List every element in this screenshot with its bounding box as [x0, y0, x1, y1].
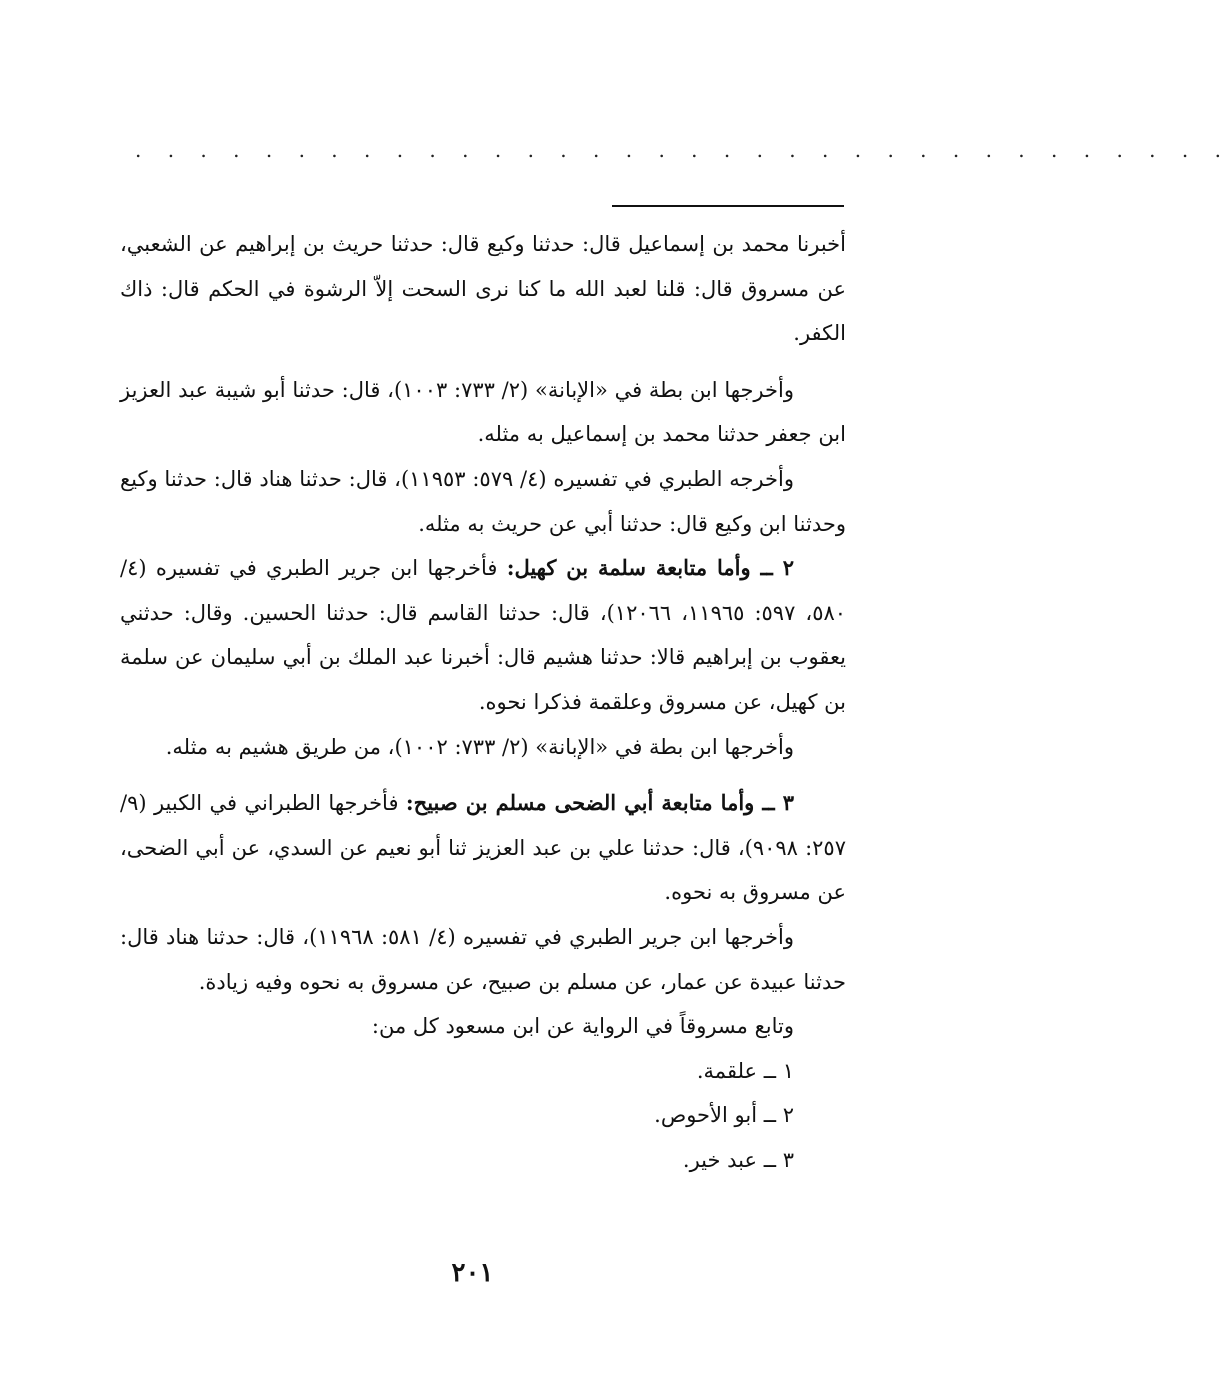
- dotted-separator: . . . . . . . . . . . . . . . . . . . . . . . . . . . . . . . . . .: [135, 138, 1231, 162]
- page-number: ٢٠١: [451, 1258, 494, 1288]
- footnote-rule: [612, 205, 844, 207]
- main-text: [120, 222, 846, 1182]
- paragraph-8: وتابع مسروقاً في الرواية عن ابن مسعود كل من:: [371, 1014, 794, 1039]
- paragraph-6: [120, 781, 846, 915]
- list-item-2: ٢ ــ أبو الأحوص.: [654, 1103, 794, 1128]
- list-item-1: ١ ــ علقمة.: [696, 1058, 794, 1083]
- paragraph-2: وأخرجها ابن بطة في «الإبانة» (٢/ ٧٣٣: ١٠٠٣)، قال: حدثنا أبو شيبة عبد العزيز ابن جعفر حدثنا محمد بن إسماعيل به مثله.: [120, 377, 846, 447]
- paragraph-7: وأخرجها ابن جرير الطبري في تفسيره (٤/ ٥٨١: ١١٩٦٨)، قال: حدثنا هناد قال: حدثنا عبيدة عن عمار، عن مسلم بن صبيح، عن مسروق به نحوه وفيه زيادة.: [120, 924, 846, 994]
- paragraph-4-body: فأخرجها ابن جرير الطبري في تفسيره (٤/ ٥٨٠، ٥٩٧: ١١٩٦٥، ١٢٠٦٦)، قال: حدثنا القاسم قال: حدثنا الحسين. وقال: حدثني يعقوب بن إبراهيم قالا: حدثنا هشيم قال: أخبرنا عبد الملك بن أبي سليمان عن سلمة بن كهيل، عن مسروق وعلقمة فذكرا نحوه.: [120, 556, 847, 714]
- paragraph-6-heading: ٣ ــ وأما متابعة أبي الضحى مسلم بن صبيح:: [405, 790, 794, 816]
- paragraph-4: [120, 546, 846, 724]
- paragraph-3: وأخرجه الطبري في تفسيره (٤/ ٥٧٩: ١١٩٥٣)، قال: حدثنا هناد قال: حدثنا وكيع وحدثنا ابن وكيع قال: حدثنا أبي عن حريث به مثله.: [120, 466, 846, 536]
- paragraph-5: وأخرجها ابن بطة في «الإبانة» (٢/ ٧٣٣: ١٠٠٢)، من طريق هشيم به مثله.: [165, 734, 794, 759]
- paragraph-6-body: فأخرجها الطبراني في الكبير (٩/ ٢٥٧: ٩٠٩٨)، قال: حدثنا علي بن عبد العزيز ثنا أبو نعيم عن السدي، عن أبي الضحى، عن مسروق به نحوه.: [120, 791, 846, 905]
- paragraph-1: أخبرنا محمد بن إسماعيل قال: حدثنا وكيع قال: حدثنا حريث بن إبراهيم عن الشعبي، عن مسروق قال: قلنا لعبد الله ما كنا نرى السحت إلاّ الرشوة في الحكم قال: ذاك الكفر.: [120, 232, 846, 346]
- list-item-3: ٣ ــ عبد خير.: [682, 1147, 794, 1172]
- paragraph-4-heading: ٢ ــ وأما متابعة سلمة بن كهيل:: [506, 555, 795, 581]
